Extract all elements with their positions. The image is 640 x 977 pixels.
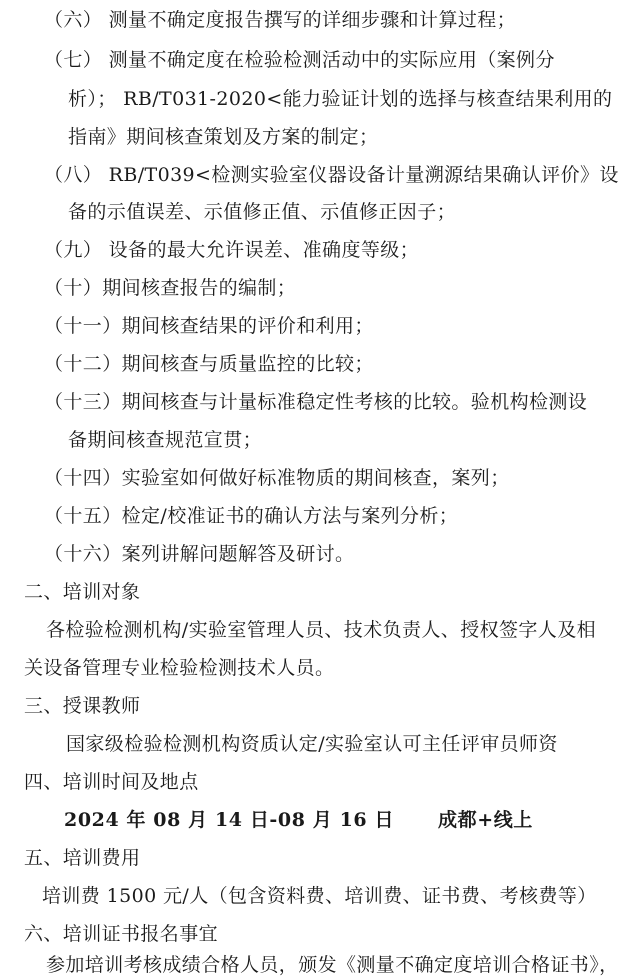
list-item-13: （十三）期间核查与计量标准稳定性考核的比较。验机构检测设: [44, 391, 588, 413]
certificate-text: 参加培训考核成绩合格人员，颁发《测量不确定度培训合格证书》，: [46, 954, 619, 976]
time-place-line: [64, 808, 533, 832]
list-item-10: （十）期间核查报告的编制；: [44, 277, 297, 299]
section-heading-teachers: 三、授课教师: [24, 695, 141, 717]
section-heading-fees: 五、培训费用: [24, 847, 141, 869]
section-heading-time-place: 四、培训时间及地点: [24, 771, 199, 793]
section-heading-trainees: 二、培训对象: [24, 581, 141, 603]
list-item-7: （七） 测量不确定度在检验检测活动中的实际应用（案例分: [44, 49, 555, 71]
training-location: 成都+线上: [438, 809, 533, 831]
list-item-15: （十五）检定/校准证书的确认方法与案列分析；: [44, 505, 459, 527]
list-item-8-cont: 备的示值误差、示值修正值、示值修正因子；: [68, 201, 457, 223]
list-item-12: （十二）期间核查与质量监控的比较；: [44, 353, 374, 375]
list-item-16: （十六）案列讲解问题解答及研讨。: [44, 543, 355, 565]
list-item-11: （十一）期间核查结果的评价和利用；: [44, 315, 374, 337]
list-item-13-cont: 备期间核查规范宣贯；: [68, 429, 263, 451]
list-item-9: （九） 设备的最大允许误差、准确度等级；: [44, 239, 420, 261]
training-dates: 2024 年 08 月 14 日-08 月 16 日: [64, 809, 395, 831]
trainees-text-2: 关设备管理专业检验检测技术人员。: [24, 657, 335, 679]
teachers-text: 国家级检验检测机构资质认定/实验室认可主任评审员师资: [66, 733, 558, 755]
list-item-7-cont-2: 指南》期间核查策划及方案的制定；: [68, 126, 379, 148]
list-item-7-cont-1: 析）； RB/T031-2020<能力验证计划的选择与核查结果利用的: [68, 88, 613, 110]
section-heading-certificate: 六、培训证书报名事宜: [24, 923, 219, 945]
trainees-text-1: 各检验检测机构/实验室管理人员、技术负责人、授权签字人及相: [46, 619, 597, 641]
fees-text: 培训费 1500 元/人（包含资料费、培训费、证书费、考核费等）: [42, 885, 597, 907]
list-item-8: （八） RB/T039<检测实验室仪器设备计量溯源结果确认评价》设: [44, 164, 619, 186]
list-item-14: （十四）实验室如何做好标准物质的期间核查，案列；: [44, 467, 510, 489]
list-item-6: （六） 测量不确定度报告撰写的详细步骤和计算过程；: [44, 9, 517, 31]
